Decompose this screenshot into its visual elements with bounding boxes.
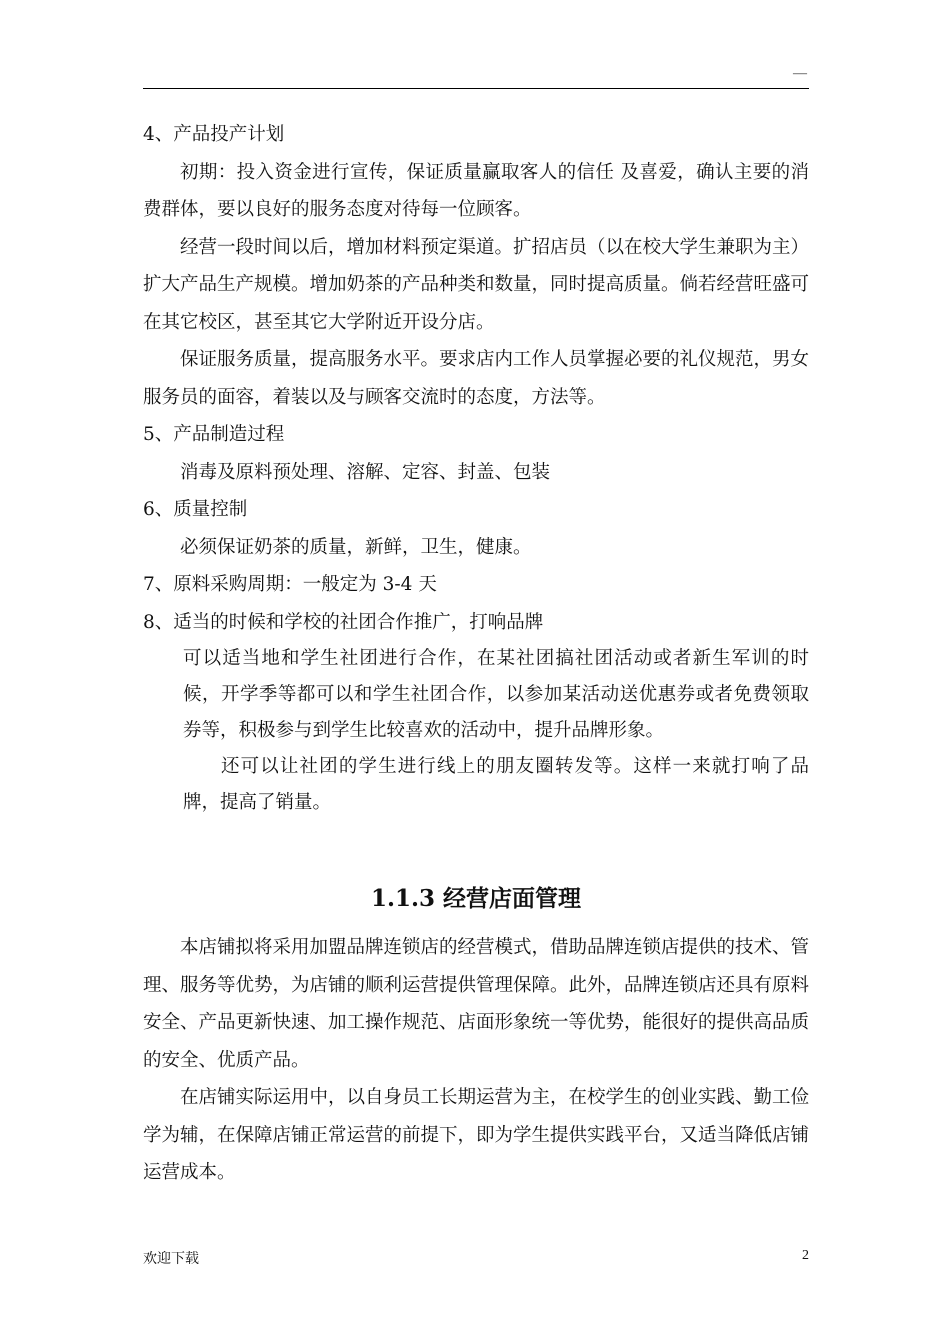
item-5-paragraph: 消毒及原料预处理、溶解、定容、封盖、包装 — [180, 461, 551, 483]
item-4-paragraph-1: 初期：投入资金进行宣传，保证质量赢取客人的信任 及喜爱，确认主要的消费群体，要以良好的服务态度对待每一位顾客。 — [143, 161, 809, 220]
item-6-paragraph: 必须保证奶茶的质量，新鲜，卫生，健康。 — [180, 536, 532, 558]
item-5-title: 5、产品制造过程 — [143, 424, 285, 445]
page-body — [143, 116, 809, 1192]
header-mark: — — [793, 66, 807, 81]
item-7-title: 7、原料采购周期：一般定为 3-4 天 — [143, 574, 437, 595]
item-4-paragraph-3: 保证服务质量，提高服务水平。要求店内工作人员掌握必要的礼仪规范，男女服务员的面容，着装以及与顾客交流时的态度，方法等。 — [143, 349, 810, 408]
section-gap — [143, 821, 809, 879]
item-6-title: 6、质量控制 — [143, 499, 248, 520]
item-4-paragraph-2: 经营一段时间以后，增加材料预定渠道。扩招店员（以在校大学生兼职为主）扩大产品生产规模。增加奶茶的产品种类和数量，同时提高质量。倘若经营旺盛可在其它校区，甚至其它大学附近开设分店。 — [143, 236, 810, 333]
header-rule — [143, 88, 809, 89]
section-title: 1.1.3 经营店面管理 — [370, 885, 582, 912]
item-8-paragraph-2: 还可以让社团的学生进行线上的朋友圈转发等。这样一来就打响了品牌，提高了销量。 — [183, 756, 809, 813]
section-paragraph-1: 本店铺拟将采用加盟品牌连锁店的经营模式，借助品牌连锁店提供的技术、管理、服务等优势，为店铺的顺利运营提供管理保障。此外，品牌连锁店还具有原料安全、产品更新快速、加工操作规范、店面形象统一等优势，能很好的提供高品质的安全、优质产品。 — [143, 937, 810, 1071]
section-paragraph-2: 在店铺实际运用中，以自身员工长期运营为主，在校学生的创业实践、勤工俭学为辅，在保障店铺正常运营的前提下，即为学生提供实践平台，又适当降低店铺运营成本。 — [143, 1087, 810, 1183]
item-4-title: 4、产品投产计划 — [143, 124, 285, 145]
page-number: 2 — [802, 1248, 809, 1263]
item-8-paragraph-1: 可以适当地和学生社团进行合作，在某社团搞社团活动或者新生军训的时候，开学季等都可以和学生社团合作，以参加某活动送优惠券或者免费领取券等，积极参与到学生比较喜欢的活动中，提升品牌形象。 — [183, 648, 809, 741]
item-8-title: 8、适当的时候和学校的社团合作推广，打响品牌 — [143, 611, 544, 633]
footer-text: 欢迎下载 — [143, 1251, 199, 1267]
